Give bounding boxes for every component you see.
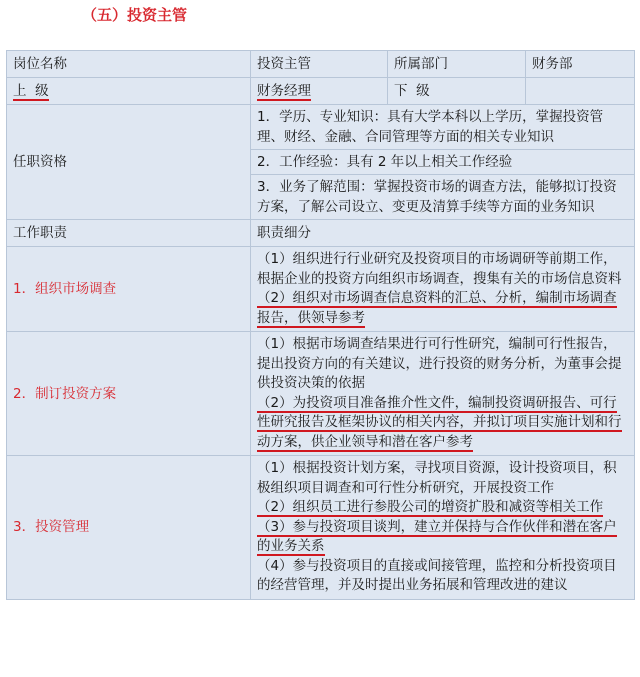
qualification-row-1 <box>7 105 635 150</box>
duties-detail-label: 职责细分 <box>251 220 635 247</box>
duty-label: 2．制订投资方案 <box>7 332 251 456</box>
duty-item: （2）为投资项目准备推介性文件，编制投资调研报告、可行性研究报告及框架协议的相关内容，并拟订项目实施计划和行动方案，供企业领导和潜在客户参考 <box>257 394 622 450</box>
header-row <box>7 51 635 78</box>
duties-label: 工作职责 <box>7 220 251 247</box>
superior-value: 财务经理 <box>251 78 388 105</box>
position-name-label: 岗位名称 <box>7 51 251 78</box>
duty-item: （1）根据投资计划方案，寻找项目资源，设计投资项目，积极组织项目调查和可行性分析研究，开展投资工作 <box>257 460 617 496</box>
position-name-value: 投资主管 <box>251 51 388 78</box>
duty-details <box>251 456 635 600</box>
subordinate-value <box>526 78 635 105</box>
duty-label: 1．组织市场调查 <box>7 247 251 332</box>
job-description-table <box>6 50 635 600</box>
qualification-item: 3．业务了解范围：掌握投资市场的调查方法，能够拟订投资方案，了解公司设立、变更及清算手续等方面的业务知识 <box>251 175 635 220</box>
duty-label: 3．投资管理 <box>7 456 251 600</box>
qualification-item: 2．工作经验：具有 2 年以上相关工作经验 <box>251 150 635 175</box>
duty-item: （4）参与投资项目的直接或间接管理，监控和分析投资项目的经营管理，并及时提出业务拓展和管理改进的建议 <box>257 557 617 593</box>
duty-item: （2）组织对市场调查信息资料的汇总、分析，编制市场调查报告，供领导参考 <box>257 290 617 326</box>
duty-details <box>251 247 635 332</box>
duty-item: （1）组织进行行业研究及投资项目的市场调研等前期工作，根据企业的投资方向组织市场调查，搜集有关的市场信息资料 <box>257 251 622 287</box>
duty-item: （2）组织员工进行参股公司的增资扩股和减资等相关工作 <box>257 499 604 515</box>
department-value: 财务部 <box>526 51 635 78</box>
duty-row-investment-management <box>7 456 635 600</box>
duty-item: （3）参与投资项目谈判，建立并保持与合作伙伴和潜在客户的业务关系 <box>257 518 617 554</box>
duties-header-row <box>7 220 635 247</box>
qualifications-label: 任职资格 <box>7 105 251 220</box>
duty-row-investment-plan <box>7 332 635 456</box>
duty-details <box>251 332 635 456</box>
superior-row <box>7 78 635 105</box>
department-label: 所属部门 <box>388 51 526 78</box>
superior-label: 上 级 <box>7 78 251 105</box>
qualification-item: 1．学历、专业知识：具有大学本科以上学历，掌握投资管理、财经、金融、合同管理等方面的相关专业知识 <box>251 105 635 150</box>
subordinate-label: 下 级 <box>388 78 526 105</box>
duty-row-market-research <box>7 247 635 332</box>
section-title: （五）投资主管 <box>82 6 188 24</box>
duty-item: （1）根据市场调查结果进行可行性研究，编制可行性报告，提出投资方向的有关建议，进行投资的财务分析，为董事会提供投资决策的依据 <box>257 336 622 391</box>
